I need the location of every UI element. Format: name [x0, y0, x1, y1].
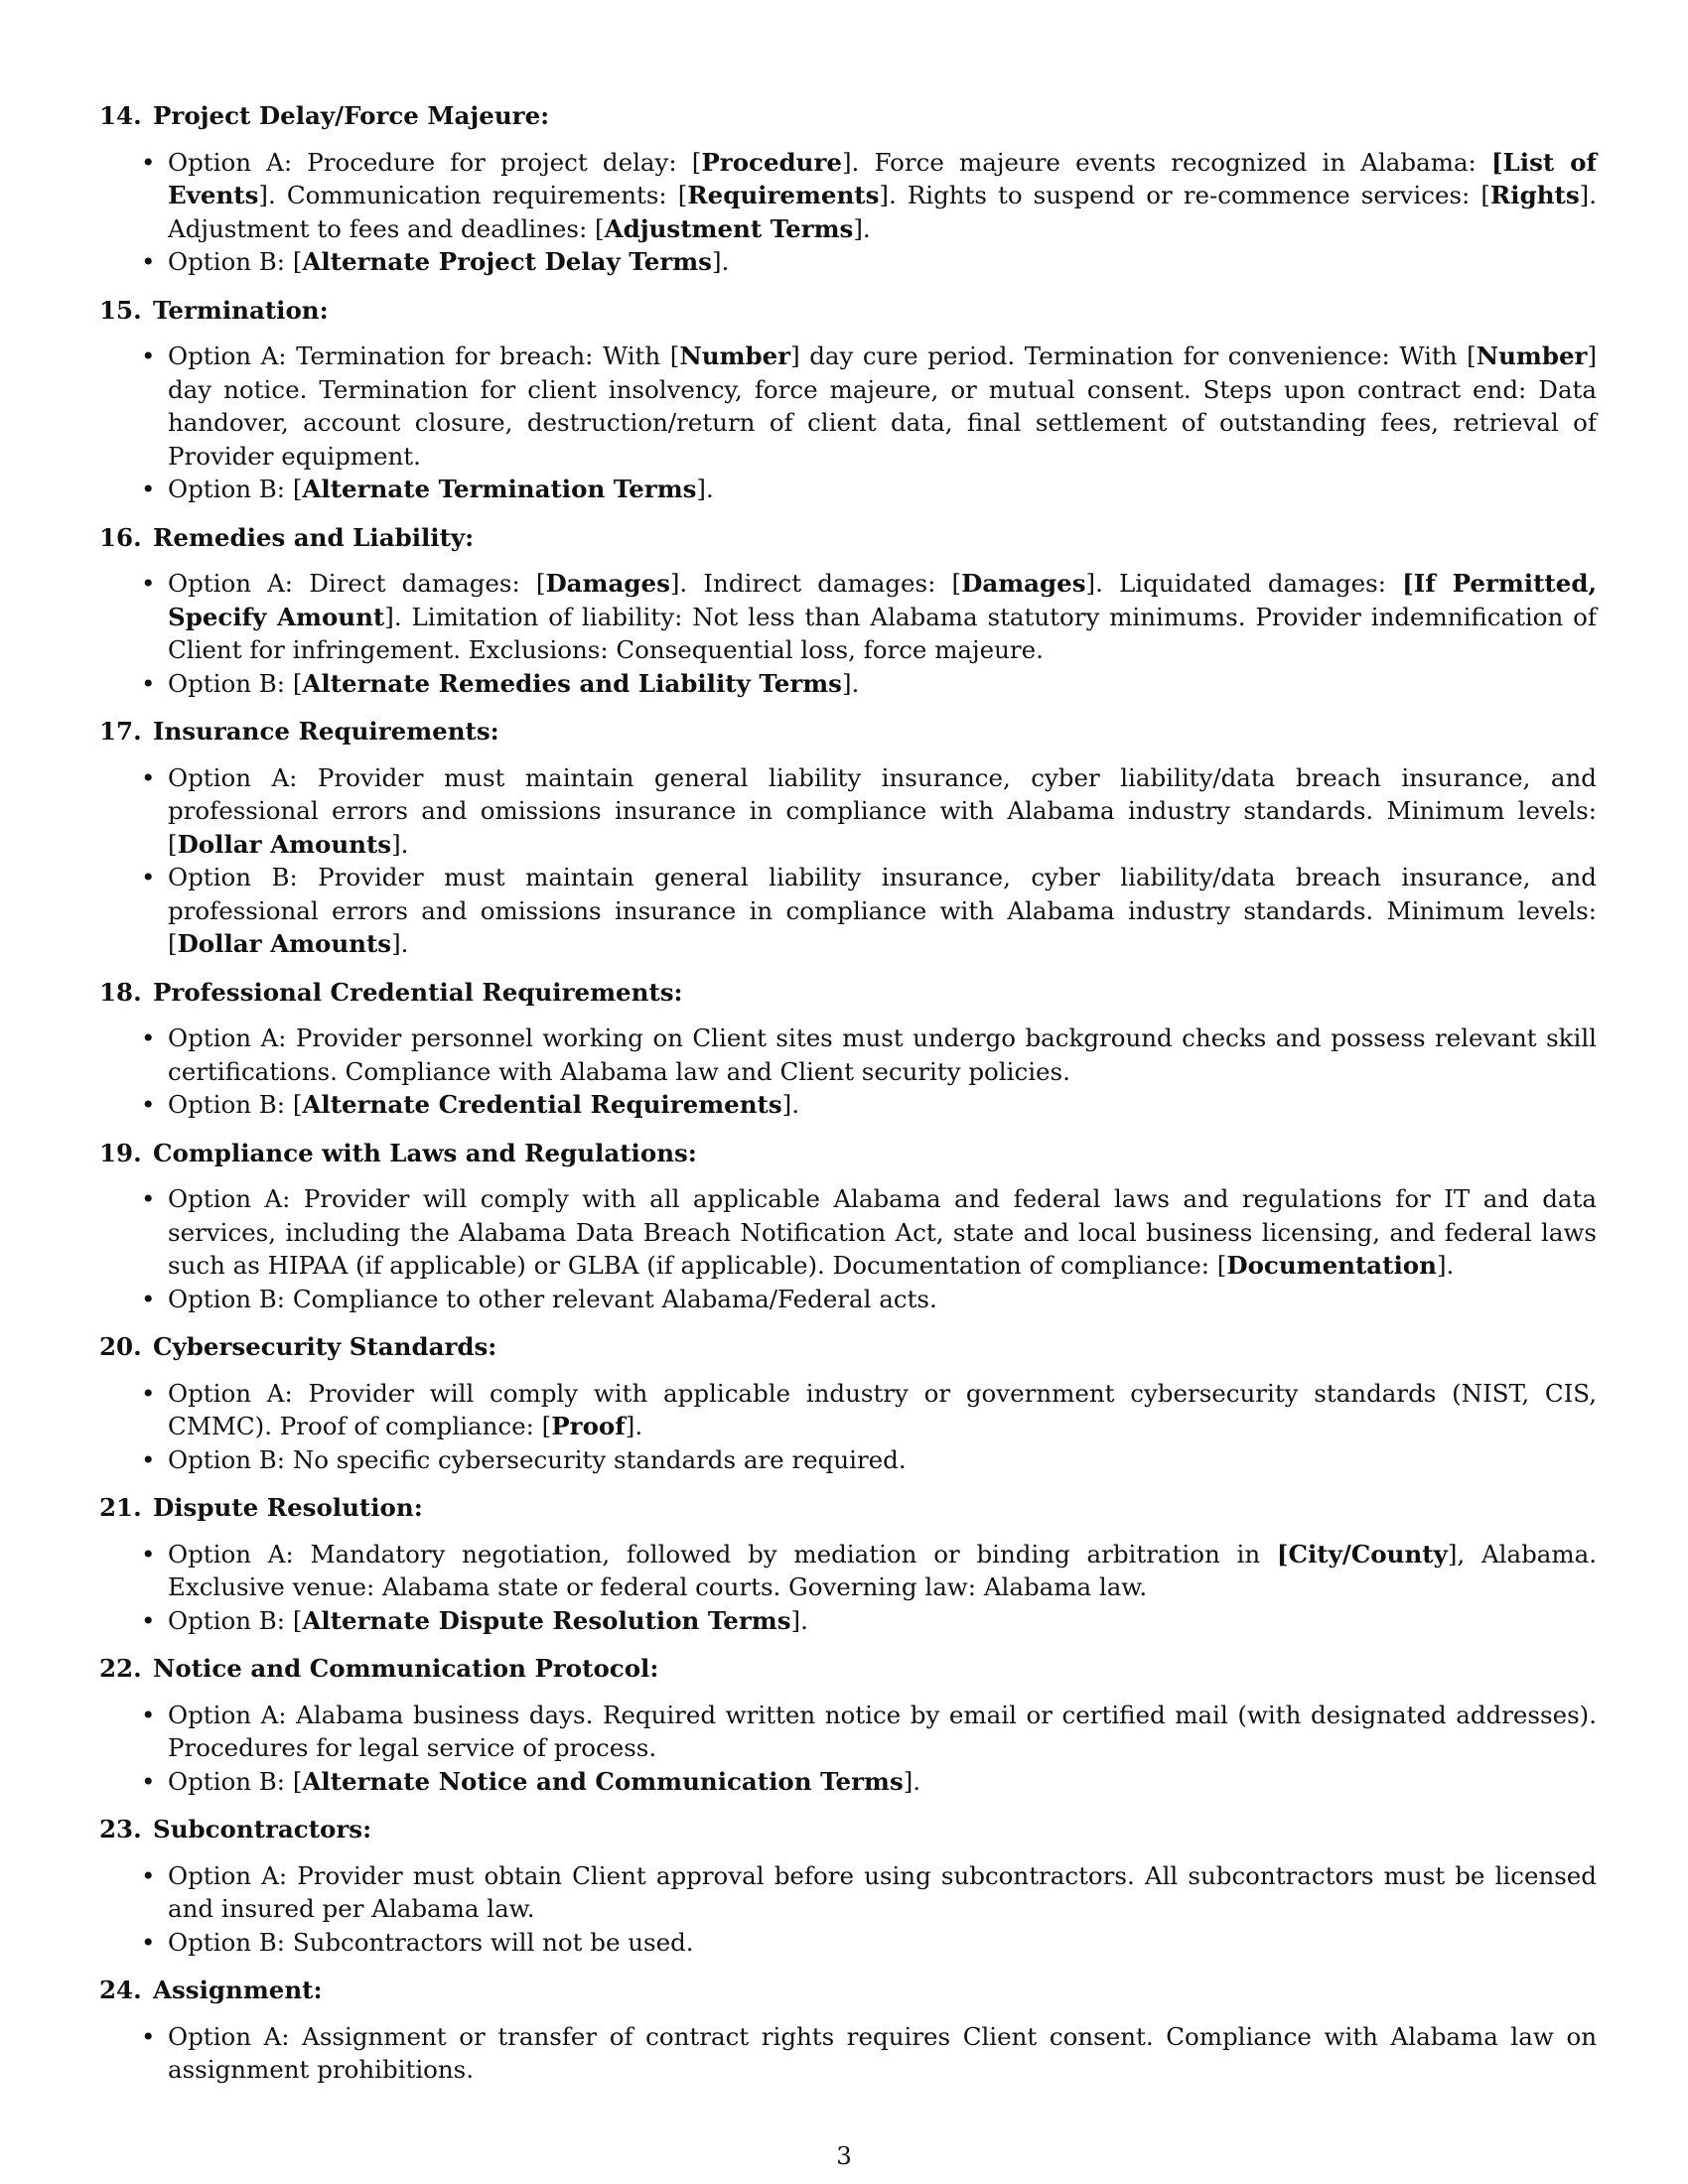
clause-text: ], Alabama. Exclusive venue: Alabama state or federal courts. Governing law: Alabama law.: [168, 1539, 1597, 1601]
section-number: 17.: [99, 717, 142, 746]
section-title: Compliance with Laws and Regulations:: [153, 1138, 697, 1167]
clause-text: ] day cure period. Termination for convenience: With: [790, 341, 1468, 370]
placeholder-field: Damages: [545, 569, 670, 598]
placeholder-field: Alternate Project Delay Terms: [302, 247, 712, 276]
option-item: [168, 761, 1597, 862]
option-list: [99, 1377, 1597, 1477]
placeholder-field: Alternate Credential Requirements: [302, 1090, 782, 1119]
clause-text: Option A: Provider will comply with applicable industry or government cybersecurity standards (NIST, CIS, CMMC). Proof of compliance:: [168, 1378, 1597, 1440]
clause-text: [: [541, 1412, 552, 1440]
option-list: [99, 1859, 1597, 1960]
clause-text: Option B: Subcontractors will not be used.: [168, 1927, 694, 1957]
clause-text: Option B: Provider must maintain general liability insurance, cyber liability/data breach insurance, and professional errors and omissions insurance in compliance with Alabama industry standards. Minimum levels:: [168, 863, 1597, 925]
clause-text: Option B:: [168, 1605, 293, 1635]
clause-text: Option A: Alabama business days. Required written notice by email or certified mail (with designated addresses). Procedures for legal service of process.: [168, 1700, 1597, 1762]
section-number: 16.: [99, 522, 142, 552]
section-number: 24.: [99, 1976, 142, 2004]
clause-text: ].: [790, 1605, 808, 1635]
clause-text: [: [677, 181, 688, 209]
section-number: 14.: [99, 101, 142, 130]
section-title: Termination:: [153, 295, 329, 325]
option-item: [168, 2020, 1597, 2087]
option-item: [168, 340, 1597, 473]
section-17: [99, 715, 1597, 961]
placeholder-field: Requirements: [687, 181, 880, 209]
section-heading: [99, 715, 1597, 749]
clause-text: ]. Limitation of liability: Not less than Alabama statutory minimums. Provider indemnification of Client for infringement. Exclusions: Consequential loss, force majeure.: [168, 602, 1597, 664]
placeholder-field: Procedure: [701, 147, 842, 177]
section-19: [99, 1137, 1597, 1316]
section-title: Cybersecurity Standards:: [153, 1332, 497, 1361]
clause-text: ].: [696, 475, 714, 503]
section-22: [99, 1652, 1597, 1798]
clause-text: ]. Force majeure events recognized in Alabama:: [841, 147, 1491, 177]
clause-text: [: [292, 668, 303, 698]
placeholder-field: Proof: [551, 1412, 626, 1440]
option-item: [168, 473, 1597, 506]
clause-text: [: [535, 569, 546, 598]
clause-text: ].: [711, 247, 730, 276]
clause-text: [: [292, 1090, 303, 1119]
section-23: [99, 1813, 1597, 1959]
option-item: [168, 1604, 1597, 1638]
option-list: [99, 1699, 1597, 1799]
section-heading: [99, 976, 1597, 1010]
placeholder-field: Rights: [1489, 181, 1580, 209]
option-item: [168, 861, 1597, 961]
option-item: [168, 1765, 1597, 1799]
clause-text: Option B:: [168, 668, 293, 698]
option-item: [168, 1926, 1597, 1960]
section-number: 20.: [99, 1332, 142, 1361]
clause-text: Option A: Provider must obtain Client approval before using subcontractors. All subcontractors must be licensed and insured per Alabama law.: [168, 1860, 1597, 1923]
page-number: 3: [836, 2141, 852, 2170]
placeholder-field: Alternate Dispute Resolution Terms: [302, 1605, 791, 1635]
clause-text: ]. Liquidated damages:: [1085, 569, 1403, 598]
clause-text: [: [691, 147, 702, 177]
clause-text: [: [595, 213, 605, 243]
option-item: [168, 1022, 1597, 1088]
section-heading: [99, 521, 1597, 555]
clause-text: ].: [391, 829, 409, 859]
placeholder-field: [City/County: [1276, 1539, 1448, 1569]
clause-text: ].: [391, 929, 409, 958]
section-number: 23.: [99, 1815, 142, 1843]
option-list: [99, 146, 1597, 279]
clause-text: ].: [781, 1090, 799, 1119]
clause-text: Option B:: [168, 1090, 293, 1119]
clause-text: Option A: Direct damages:: [168, 569, 536, 598]
section-heading: [99, 1652, 1597, 1686]
clause-text: ].: [853, 213, 871, 243]
section-number: 21.: [99, 1493, 142, 1522]
clause-text: [: [168, 829, 178, 859]
clause-text: Option A: Assignment or transfer of contract rights requires Client consent. Compliance with Alabama law on assignment prohibitions.: [168, 2021, 1597, 2084]
section-21: [99, 1491, 1597, 1637]
option-item: [168, 1699, 1597, 1765]
clause-text: [: [292, 247, 303, 276]
clause-text: Option A: Termination for breach: With: [168, 341, 670, 370]
option-list: [99, 1022, 1597, 1122]
option-list: [99, 1538, 1597, 1638]
option-item: [168, 1088, 1597, 1122]
section-heading: [99, 1813, 1597, 1846]
clause-text: Option B:: [168, 1766, 293, 1796]
option-item: [168, 1182, 1597, 1283]
clause-text: Option B: Compliance to other relevant Alabama/Federal acts.: [168, 1284, 937, 1313]
section-18: [99, 976, 1597, 1122]
section-title: Professional Credential Requirements:: [153, 977, 683, 1007]
clause-text: ].: [841, 668, 860, 698]
option-item: [168, 1377, 1597, 1443]
clause-text: [: [669, 341, 680, 370]
section-20: [99, 1330, 1597, 1476]
option-item: [168, 1283, 1597, 1316]
clause-text: Option B:: [168, 475, 293, 503]
option-item: [168, 1443, 1597, 1477]
section-number: 18.: [99, 977, 142, 1007]
clause-text: ].: [903, 1766, 921, 1796]
option-list: [99, 761, 1597, 961]
option-item: [168, 146, 1597, 246]
option-list: [99, 340, 1597, 506]
option-item: [168, 567, 1597, 667]
clause-text: ]. Adjustment to fees and deadlines:: [168, 181, 1597, 243]
clause-text: [: [951, 569, 962, 598]
section-title: Insurance Requirements:: [153, 717, 499, 746]
option-item: [168, 1859, 1597, 1926]
section-title: Notice and Communication Protocol:: [153, 1654, 659, 1683]
placeholder-field: Dollar Amounts: [177, 829, 392, 859]
section-heading: [99, 1137, 1597, 1170]
section-number: 19.: [99, 1138, 142, 1167]
clause-text: ]. Communication requirements:: [258, 181, 678, 209]
placeholder-field: Alternate Remedies and Liability Terms: [302, 668, 842, 698]
placeholder-field: Dollar Amounts: [177, 929, 392, 958]
section-14: [99, 99, 1597, 279]
section-heading: [99, 1974, 1597, 2007]
sections-list: [99, 99, 1597, 2087]
section-title: Subcontractors:: [153, 1815, 372, 1843]
placeholder-field: [List of Events: [168, 147, 1597, 209]
placeholder-field: Number: [1476, 341, 1588, 370]
clause-text: ].: [1436, 1251, 1455, 1280]
clause-text: Option A: Mandatory negotiation, followed by mediation or binding arbitration in: [168, 1539, 1277, 1569]
option-list: [99, 2020, 1597, 2087]
section-24: [99, 1974, 1597, 2087]
placeholder-field: Adjustment Terms: [604, 213, 854, 243]
placeholder-field: Damages: [961, 569, 1086, 598]
clause-text: Option B:: [168, 247, 293, 276]
section-title: Dispute Resolution:: [153, 1493, 423, 1522]
section-number: 22.: [99, 1654, 142, 1683]
clause-text: Option A: Procedure for project delay:: [168, 147, 692, 177]
clause-text: [: [1216, 1251, 1227, 1280]
section-16: [99, 521, 1597, 701]
section-heading: [99, 294, 1597, 328]
clause-text: ]. Indirect damages:: [669, 569, 952, 598]
option-item: [168, 245, 1597, 279]
section-heading: [99, 1491, 1597, 1525]
option-item: [168, 1538, 1597, 1604]
clause-text: [: [1467, 341, 1477, 370]
document-page: [99, 99, 1597, 2102]
clause-text: ]. Rights to suspend or re-commence services:: [879, 181, 1481, 209]
clause-text: [: [168, 929, 178, 958]
section-title: Remedies and Liability:: [153, 522, 475, 552]
placeholder-field: Alternate Notice and Communication Terms: [302, 1766, 904, 1796]
clause-text: [: [1480, 181, 1490, 209]
option-list: [99, 1182, 1597, 1315]
section-title: Project Delay/Force Majeure:: [153, 101, 550, 130]
option-list: [99, 567, 1597, 700]
clause-text: Option B: No specific cybersecurity standards are required.: [168, 1444, 907, 1474]
section-heading: [99, 1330, 1597, 1364]
option-item: [168, 667, 1597, 701]
section-heading: [99, 99, 1597, 133]
section-number: 15.: [99, 295, 142, 325]
section-15: [99, 294, 1597, 506]
placeholder-field: Documentation: [1226, 1251, 1437, 1280]
clause-text: [: [292, 475, 303, 503]
clause-text: Option A: Provider must maintain general liability insurance, cyber liability/data breach insurance, and professional errors and omissions insurance in compliance with Alabama industry standards. Minimum levels:: [168, 762, 1597, 825]
clause-text: ] day notice. Termination for client insolvency, force majeure, or mutual consent. Steps upon contract end: Data handover, account closure, destruction/return of client data, final settlement of outstanding fees, retrieval of Provider equipment.: [168, 341, 1598, 471]
clause-text: [: [292, 1605, 303, 1635]
clause-text: Option A: Provider will comply with all applicable Alabama and federal laws and regulations for IT and data services, including the Alabama Data Breach Notification Act, state and local business licensing, and federal laws such as HIPAA (if applicable) or GLBA (if applicable). Documentation of compliance:: [168, 1184, 1597, 1280]
placeholder-field: [If Permitted, Specify Amount: [168, 569, 1597, 631]
clause-text: ].: [625, 1412, 643, 1440]
placeholder-field: Number: [679, 341, 791, 370]
clause-text: [: [292, 1766, 303, 1796]
clause-text: Option A: Provider personnel working on Client sites must undergo background checks and possess relevant skill certifications. Compliance with Alabama law and Client security policies.: [168, 1024, 1597, 1086]
placeholder-field: Alternate Termination Terms: [302, 475, 697, 503]
section-title: Assignment:: [153, 1976, 323, 2004]
